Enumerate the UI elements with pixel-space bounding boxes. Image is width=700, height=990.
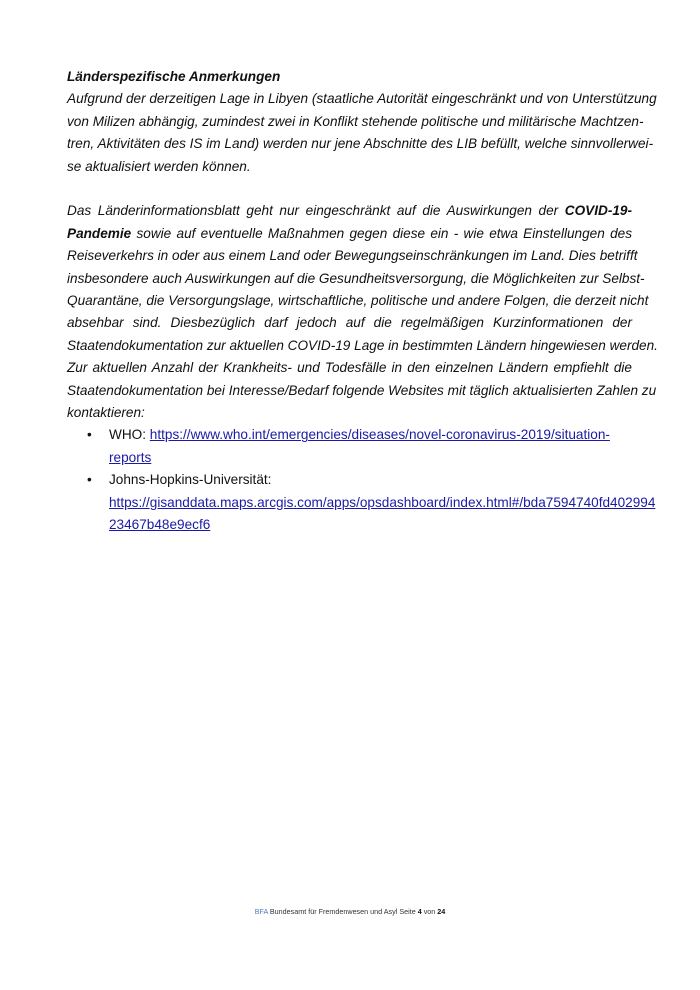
text-segment: sowie auf eventuelle Maßnahmen gegen diese ein - wie etwa Einstellungen des [131,225,632,241]
paragraph-3 [67,357,657,424]
list-item [67,424,632,469]
text-line: Staatendokumentation bei Interesse/Bedarf folgende Websites mit täglich aktualisierten Zahlen zu [67,382,657,398]
jhu-link[interactable]: https://gisanddata.maps.arcgis.com/apps/opsdashboard/index.html#/bda7594740fd402994 [109,494,656,510]
text-line [67,200,632,222]
text-line: Reiseverkehrs in oder aus einem Land oder Bewegungseinschränkungen im Land. Dies betrifft [67,248,638,264]
text-line: Staatendokumentation zur aktuellen COVID-19 Lage in bestimmten Ländern hingewiesen werden. [67,337,658,353]
bold-text: Pandemie [67,225,132,241]
jhu-link-continued[interactable]: 23467b48e9ecf6 [109,517,211,533]
paragraph-1 [67,88,657,178]
text-line: absehbar sind. Diesbezüglich darf jedoch auf die regelmäßigen Kurzinformationen der [67,315,632,331]
page-total: 24 [437,907,446,916]
text-line: von Milizen abhängig, zumindest zwei in Konflikt stehende politische und militärische Machtzen- [67,113,644,129]
text-line [67,223,632,245]
bullet-icon: • [87,427,92,443]
text-segment: Das Länderinformationsblatt geht nur eingeschränkt auf die Auswirkungen der [67,203,565,219]
text-line: tren, Aktivitäten des IS im Land) werden nur jene Abschnitte des LIB befüllt, welche sinnvollerwei- [67,136,654,152]
text-line: Quarantäne, die Versorgungslage, wirtschaftliche, politische und andere Folgen, die derzeit nicht [67,293,649,309]
footer-text: Bundesamt für Fremdenwesen und Asyl Seite [267,907,418,916]
text-line: Zur aktuellen Anzahl der Krankheits- und Todesfälle in den einzelnen Ländern empfiehlt die [67,360,632,376]
page-number: 4 [417,907,422,916]
list-item-label: Johns-Hopkins-Universität: [109,472,272,488]
text-line: kontaktieren: [67,405,145,421]
section-heading: Länderspezifische Anmerkungen [67,69,281,84]
website-list [67,424,656,536]
who-link[interactable]: https://www.who.int/emergencies/diseases/novel-coronavirus-2019/situation-reports [109,427,610,465]
text-line: se aktualisiert werden können. [67,158,251,174]
text-line: insbesondere auch Auswirkungen auf die Gesundheitsversorgung, die Möglichkeiten zur Selbst- [67,270,645,286]
paragraph-2 [67,200,658,357]
list-item [67,469,656,536]
list-item-label: WHO: [109,427,150,443]
bold-text: COVID-19- [564,203,632,219]
bfa-logo-text: BFA [254,907,268,916]
footer-of: von [421,907,438,916]
text-line: Aufgrund der derzeitigen Lage in Libyen (staatliche Autorität eingeschränkt und von Unterstützung [67,91,657,107]
page-footer [0,907,700,916]
document-body [67,66,658,537]
bullet-icon: • [87,472,92,488]
